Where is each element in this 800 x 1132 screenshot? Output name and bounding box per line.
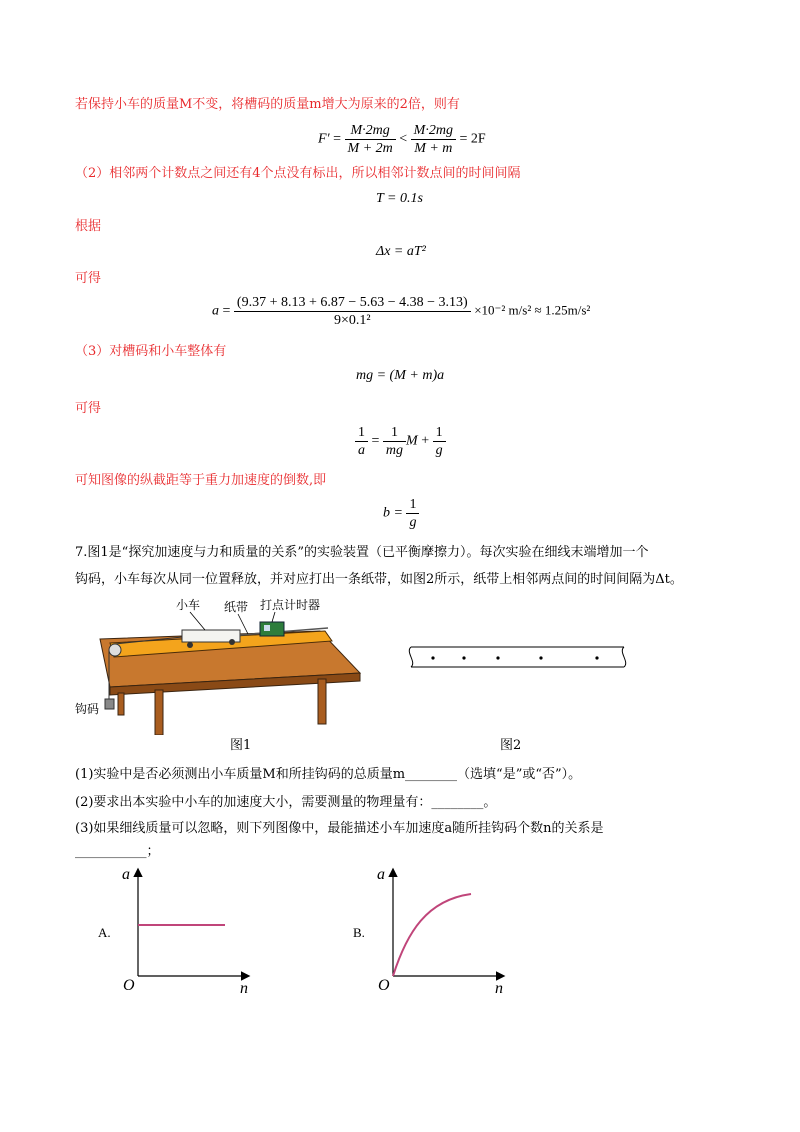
- graph-a-origin: O: [123, 977, 135, 994]
- label-car: 小车: [176, 598, 201, 612]
- figure-2-tape: [405, 640, 630, 680]
- graph-b-x-label: n: [495, 980, 503, 997]
- question-7-line-2: 钩码，小车每次从同一位置释放，并对应打出一条纸带，如图2所示，纸带上相邻两点间的时间间隔为Δt。: [75, 572, 683, 587]
- graph-b-y-label: a: [377, 866, 385, 883]
- timer: [260, 622, 284, 636]
- question-7-line-1: 7.图1是“探究加速度与力和质量的关系”的实验装置（已平衡摩擦力）。每次实验在细线末端增加一个: [75, 545, 649, 560]
- solution-part2: （2）相邻两个计数点之间还有4个点没有标出，所以相邻计数点间的时间间隔: [75, 166, 521, 181]
- solution-intro: 若保持小车的质量M不变，将槽码的质量m增大为原来的2倍，则有: [75, 97, 460, 112]
- delta-x-equation: Δx = aT²: [376, 244, 426, 259]
- tape-dot: [496, 656, 499, 659]
- newton-equation: mg = (M + m)a: [356, 368, 445, 383]
- acceleration-equation: a = $\frac{(9.37 + 8.13 + 6.87 - 5.63 - 4.38 - 3.13)}{\text{9×0.1²}}$ ×10⁻² m/s² ≈ 1.25m/s²: [212, 295, 591, 328]
- figure-2-caption: 图2: [500, 738, 522, 753]
- tape-dot: [431, 656, 434, 659]
- acceleration-result: ×10⁻² m/s² ≈ 1.25m/s²: [474, 302, 591, 318]
- graph-a: [90, 862, 270, 997]
- graph-a-x-label: n: [240, 980, 248, 997]
- graph-a-y-label: a: [122, 866, 130, 883]
- tape-dot: [539, 656, 542, 659]
- tape-dot: [595, 656, 598, 659]
- force-equation: F′ = $\frac{M\cdot 2mg}{M + 2m}$ < $\frac{M\cdot 2mg}{M + m}$ = 2F: [318, 123, 486, 156]
- graph-b-origin: O: [378, 977, 390, 994]
- solution-obtain-1: 可得: [75, 271, 102, 286]
- sub-question-2: (2)要求出本实验中小车的加速度大小，需要测量的物理量有：________。: [75, 795, 497, 810]
- acceleration-denominator: 9×0.1²: [334, 313, 371, 328]
- label-timer: 打点计时器: [260, 598, 321, 612]
- label-weight: 钩码: [75, 702, 100, 716]
- label-tape: 纸带: [224, 600, 249, 614]
- graph-b: [345, 862, 525, 997]
- answer-blank: ___________；: [75, 844, 160, 859]
- hanging-weight: [105, 699, 114, 709]
- figure-1-apparatus: [70, 595, 370, 735]
- solution-part3: （3）对槽码和小车整体有: [75, 344, 227, 359]
- sub-question-1: (1)实验中是否必须测出小车质量M和所挂钩码的总质量m________（选填“是”或“否”）。: [75, 767, 582, 782]
- solution-basis: 根据: [75, 219, 102, 234]
- graph-a-option: A.: [98, 925, 111, 940]
- figure-1-caption: 图1: [230, 738, 252, 753]
- graph-b-option: B.: [353, 925, 365, 940]
- solution-intercept: 可知图像的纵截距等于重力加速度的倒数,即: [75, 473, 327, 488]
- tape-dot: [462, 656, 465, 659]
- sub-question-3: (3)如果细线质量可以忽略，则下列图像中，最能描述小车加速度a随所挂钩码个数n的关系是: [75, 821, 604, 836]
- reciprocal-equation: $\frac{1}{a}$ = $\frac{1}{mg}$ M + $\frac{1}{g}$: [355, 424, 446, 459]
- period-equation: T = 0.1s: [376, 191, 423, 206]
- acceleration-numerator: (9.37 + 8.13 + 6.87 − 5.63 − 4.38 − 3.13): [234, 294, 471, 312]
- solution-obtain-2: 可得: [75, 401, 102, 416]
- intercept-equation: b = $\frac{1}{g}$: [383, 496, 419, 531]
- graph-b-curve: [393, 894, 471, 976]
